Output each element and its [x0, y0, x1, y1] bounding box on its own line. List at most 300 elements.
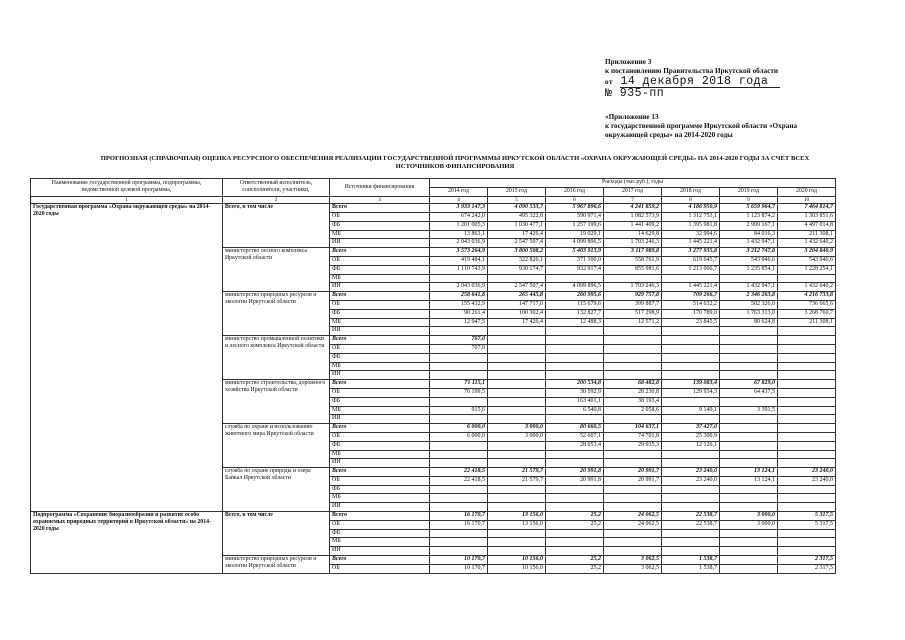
value-cell: 12 947,5: [430, 318, 488, 327]
value-cell: 4 099 896,5: [546, 239, 604, 248]
value-cell: 147 717,0: [488, 300, 546, 309]
value-cell: [720, 327, 778, 336]
table-row: [31, 204, 836, 213]
value-cell: [720, 274, 778, 283]
value-cell: 517 298,9: [604, 309, 662, 318]
value-cell: 3 062,5: [604, 564, 662, 573]
value-cell: [488, 371, 546, 380]
value-cell: [488, 274, 546, 283]
table-index-row: [31, 196, 836, 204]
value-cell: 104 637,1: [604, 424, 662, 433]
value-cell: 13 124,1: [720, 468, 778, 477]
value-cell: 13 156,0: [488, 512, 546, 521]
value-cell: 24 062,5: [604, 512, 662, 521]
value-cell: 1 432 947,1: [720, 283, 778, 292]
value-cell: [662, 274, 720, 283]
value-cell: 1 312 753,1: [662, 212, 720, 221]
value-cell: 29 935,3: [604, 441, 662, 450]
value-cell: 20 991,7: [604, 476, 662, 485]
index-cell: 3: [330, 196, 430, 204]
value-cell: [488, 450, 546, 459]
value-cell: 211 308,1: [778, 318, 836, 327]
value-cell: [720, 371, 778, 380]
value-cell: [430, 503, 488, 512]
value-cell: [662, 336, 720, 345]
program-appendix-line1: к государственной программе Иркутской области «Охрана: [605, 122, 798, 131]
value-cell: [720, 485, 778, 494]
value-cell: [430, 371, 488, 380]
value-cell: 90 261,4: [430, 309, 488, 318]
value-cell: 17 426,4: [488, 230, 546, 239]
value-cell: 265 445,8: [488, 292, 546, 301]
value-cell: 25,2: [546, 520, 604, 529]
document-title-line2: ИСТОЧНИКОВ ФИНАНСИРОВАНИЯ: [395, 163, 515, 171]
value-cell: 855 981,6: [604, 265, 662, 274]
value-cell: 4 186 950,9: [662, 204, 720, 213]
value-cell: 23 240,0: [662, 476, 720, 485]
value-cell: 495 322,8: [488, 212, 546, 221]
value-cell: 25 300,9: [662, 432, 720, 441]
value-cell: [662, 459, 720, 468]
value-cell: [778, 450, 836, 459]
source-cell: ФБ: [330, 309, 430, 318]
value-cell: [430, 538, 488, 547]
value-cell: [778, 362, 836, 371]
value-cell: [604, 547, 662, 556]
value-cell: 25,2: [546, 564, 604, 573]
value-cell: [430, 441, 488, 450]
value-cell: 132 827,7: [546, 309, 604, 318]
source-cell: МБ: [330, 494, 430, 503]
header-year: 2017 год: [604, 187, 662, 196]
value-cell: 2 317,5: [778, 564, 836, 573]
value-cell: 37 427,0: [662, 424, 720, 433]
source-cell: ИИ: [330, 239, 430, 248]
value-cell: 3 000,0: [720, 520, 778, 529]
value-cell: 21 579,7: [488, 476, 546, 485]
value-cell: 3 117 989,8: [604, 248, 662, 257]
value-cell: [720, 415, 778, 424]
value-cell: [430, 362, 488, 371]
source-cell: ОБ: [330, 476, 430, 485]
value-cell: [662, 344, 720, 353]
value-cell: 3 391,5: [720, 406, 778, 415]
value-cell: 4 090 533,7: [488, 204, 546, 213]
value-cell: [778, 397, 836, 406]
value-cell: [604, 371, 662, 380]
source-cell: ОБ: [330, 432, 430, 441]
executor-name-cell: министерство лесного комплекса Иркутской области: [223, 248, 330, 292]
executor-name-cell: министерство природных ресурсов и экологии Иркутской области: [223, 556, 330, 574]
source-cell: ИИ: [330, 547, 430, 556]
value-cell: 419 484,1: [430, 256, 488, 265]
source-cell: ИИ: [330, 415, 430, 424]
value-cell: [546, 459, 604, 468]
value-cell: 674 242,0: [430, 212, 488, 221]
source-cell: ИИ: [330, 371, 430, 380]
value-cell: [604, 353, 662, 362]
value-cell: [662, 371, 720, 380]
value-cell: [778, 459, 836, 468]
value-cell: [662, 494, 720, 503]
decree-number: № 935-пп: [605, 87, 665, 101]
value-cell: 3 933 147,3: [430, 204, 488, 213]
header-year: 2019 год: [720, 187, 778, 196]
table-row: [31, 512, 836, 521]
value-cell: [662, 503, 720, 512]
value-cell: [720, 503, 778, 512]
value-cell: 139 083,4: [662, 380, 720, 389]
value-cell: [778, 336, 836, 345]
value-cell: 67 829,0: [720, 380, 778, 389]
value-cell: 1 257 199,6: [546, 221, 604, 230]
value-cell: 84 016,3: [720, 230, 778, 239]
value-cell: [720, 494, 778, 503]
value-cell: [546, 494, 604, 503]
value-cell: [488, 529, 546, 538]
value-cell: 20 991,7: [604, 468, 662, 477]
value-cell: [546, 547, 604, 556]
value-cell: 22 538,7: [662, 520, 720, 529]
value-cell: 14 629,8: [604, 230, 662, 239]
value-cell: [546, 538, 604, 547]
value-cell: [546, 415, 604, 424]
header-program: Наименование государственной программы, подпрограммы, ведомственной целевой программы,: [31, 179, 223, 197]
document-title-line1: ПРОГНОЗНАЯ (СПРАВОЧНАЯ) ОЦЕНКА РЕСУРСНОГО ОБЕСПЕЧЕНИЯ РЕАЛИЗАЦИИ ГОСУДАРСТВЕННОЙ ПРОГРАММЫ ИРКУТСКОЙ ОБЛАСТИ «ОХРАНА ОКРУЖАЮЩЕЙ СРЕДЫ» НА 2014-2020 ГОДЫ ЗА СЧЕТ ВСЕХ: [100, 155, 810, 162]
decree-header: [605, 58, 895, 99]
value-cell: [488, 547, 546, 556]
header-year: 2014 год: [430, 187, 488, 196]
value-cell: [546, 503, 604, 512]
value-cell: 1 538,7: [662, 564, 720, 573]
value-cell: 19 029,1: [546, 230, 604, 239]
value-cell: [488, 406, 546, 415]
value-cell: [662, 450, 720, 459]
source-cell: МБ: [330, 362, 430, 371]
value-cell: 22 418,5: [430, 468, 488, 477]
value-cell: [430, 397, 488, 406]
executor-name-cell: Всего, в том числе: [223, 204, 330, 248]
value-cell: [778, 353, 836, 362]
value-cell: 3 062,5: [604, 556, 662, 565]
value-cell: [720, 529, 778, 538]
value-cell: [430, 485, 488, 494]
value-cell: [604, 485, 662, 494]
value-cell: [720, 441, 778, 450]
source-cell: ОБ: [330, 300, 430, 309]
date-prefix: от: [605, 78, 614, 87]
value-cell: [778, 529, 836, 538]
value-cell: 23 845,5: [662, 318, 720, 327]
value-cell: 932 917,4: [546, 265, 604, 274]
value-cell: [720, 459, 778, 468]
value-cell: 930 174,7: [488, 265, 546, 274]
value-cell: 1 763 313,0: [720, 309, 778, 318]
value-cell: 6 540,8: [546, 406, 604, 415]
value-cell: 1 235 854,1: [720, 265, 778, 274]
source-cell: ОБ: [330, 564, 430, 573]
value-cell: [662, 353, 720, 362]
value-cell: [778, 327, 836, 336]
value-cell: 736 665,6: [778, 300, 836, 309]
source-cell: Всего: [330, 424, 430, 433]
value-cell: 5 317,5: [778, 512, 836, 521]
value-cell: [720, 424, 778, 433]
value-cell: 709 266,7: [662, 292, 720, 301]
executor-name-cell: Всего, в том числе: [223, 512, 330, 556]
source-cell: Всего: [330, 468, 430, 477]
header-year: 2020 год: [778, 187, 836, 196]
value-cell: 12 126,1: [662, 441, 720, 450]
value-cell: 1 441 409,2: [604, 221, 662, 230]
value-cell: [604, 494, 662, 503]
value-cell: 1 213 066,7: [662, 265, 720, 274]
value-cell: [662, 547, 720, 556]
value-cell: 25,2: [546, 556, 604, 565]
value-cell: 5 967 896,6: [546, 204, 604, 213]
header-expenses: Расходы (тыс.руб.), годы: [430, 179, 836, 188]
value-cell: 28 230,8: [604, 388, 662, 397]
value-cell: 2 547 507,4: [488, 283, 546, 292]
value-cell: 7 464 814,7: [778, 204, 836, 213]
value-cell: [546, 371, 604, 380]
value-cell: 260 995,6: [546, 292, 604, 301]
value-cell: 80 660,5: [546, 424, 604, 433]
value-cell: 16 170,7: [430, 520, 488, 529]
value-cell: 5 317,5: [778, 520, 836, 529]
value-cell: 3 212 747,8: [720, 248, 778, 257]
value-cell: [778, 538, 836, 547]
value-cell: 200 534,8: [546, 380, 604, 389]
index-cell: 7: [604, 196, 662, 204]
source-cell: ОБ: [330, 388, 430, 397]
value-cell: 1 445 221,4: [662, 239, 720, 248]
value-cell: 22 418,5: [430, 476, 488, 485]
source-cell: МБ: [330, 538, 430, 547]
value-cell: [488, 344, 546, 353]
value-cell: 28 053,4: [546, 441, 604, 450]
value-cell: 163 401,1: [546, 397, 604, 406]
source-cell: ФБ: [330, 353, 430, 362]
value-cell: 24 062,5: [604, 520, 662, 529]
value-cell: 170 789,0: [662, 309, 720, 318]
source-cell: ФБ: [330, 397, 430, 406]
executor-name-cell: служба по охране и использованию животного мира Иркутской области: [223, 424, 330, 468]
source-cell: ОБ: [330, 256, 430, 265]
appendix-label: Приложение 3: [605, 58, 652, 66]
value-cell: [546, 344, 604, 353]
value-cell: [546, 450, 604, 459]
value-cell: [720, 450, 778, 459]
value-cell: [430, 547, 488, 556]
value-cell: 5 659 964,7: [720, 204, 778, 213]
value-cell: 502 326,0: [720, 300, 778, 309]
value-cell: [546, 327, 604, 336]
value-cell: [604, 503, 662, 512]
value-cell: 4 241 859,2: [604, 204, 662, 213]
value-cell: [488, 380, 546, 389]
value-cell: [778, 344, 836, 353]
value-cell: [604, 344, 662, 353]
value-cell: [546, 529, 604, 538]
value-cell: 558 761,9: [604, 256, 662, 265]
value-cell: [720, 353, 778, 362]
value-cell: [778, 432, 836, 441]
value-cell: [604, 529, 662, 538]
value-cell: [604, 459, 662, 468]
program-name-cell: Государственная программа «Охрана окружающей среды» на 2014-2020 годы: [31, 204, 223, 512]
value-cell: 514 632,2: [662, 300, 720, 309]
value-cell: [720, 362, 778, 371]
value-cell: 13 124,1: [720, 476, 778, 485]
value-cell: 590 971,4: [546, 212, 604, 221]
value-cell: [778, 503, 836, 512]
source-cell: МБ: [330, 318, 430, 327]
value-cell: [720, 538, 778, 547]
value-cell: 929 757,8: [604, 292, 662, 301]
value-cell: [430, 529, 488, 538]
value-cell: [720, 556, 778, 565]
value-cell: [546, 336, 604, 345]
value-cell: 211 308,1: [778, 230, 836, 239]
program-appendix-label: «Приложение 13: [605, 113, 659, 121]
value-cell: 70 199,5: [430, 388, 488, 397]
program-appendix-header: [605, 113, 865, 141]
value-cell: [488, 336, 546, 345]
value-cell: 13 156,0: [488, 520, 546, 529]
executor-name-cell: служба по охране природы и озера Байкал Иркутской области: [223, 468, 330, 512]
value-cell: 80 624,8: [720, 318, 778, 327]
source-cell: МБ: [330, 450, 430, 459]
source-cell: ОБ: [330, 212, 430, 221]
value-cell: 1 123 874,2: [720, 212, 778, 221]
value-cell: 23 240,0: [778, 476, 836, 485]
value-cell: 1 082 573,9: [604, 212, 662, 221]
value-cell: [604, 362, 662, 371]
executor-name-cell: министерство промышленной политики и лесного комплекса Иркутской области: [223, 336, 330, 380]
value-cell: [604, 538, 662, 547]
value-cell: [546, 274, 604, 283]
value-cell: 32 994,6: [662, 230, 720, 239]
value-cell: [488, 353, 546, 362]
value-cell: [488, 538, 546, 547]
value-cell: 399 887,7: [604, 300, 662, 309]
value-cell: 3 000,0: [488, 432, 546, 441]
value-cell: 1 703 246,3: [604, 239, 662, 248]
source-cell: МБ: [330, 230, 430, 239]
value-cell: [430, 274, 488, 283]
source-cell: ФБ: [330, 221, 430, 230]
value-cell: 129 934,3: [662, 388, 720, 397]
index-cell: 8: [662, 196, 720, 204]
value-cell: 25,2: [546, 512, 604, 521]
value-cell: 2 043 036,9: [430, 283, 488, 292]
value-cell: 619 645,7: [662, 256, 720, 265]
table-body: [31, 204, 836, 573]
value-cell: [778, 494, 836, 503]
source-cell: ИИ: [330, 459, 430, 468]
source-cell: ОБ: [330, 520, 430, 529]
source-cell: ФБ: [330, 441, 430, 450]
value-cell: [662, 485, 720, 494]
source-cell: ФБ: [330, 265, 430, 274]
value-cell: 3 268 760,7: [778, 309, 836, 318]
value-cell: [662, 415, 720, 424]
value-cell: [488, 459, 546, 468]
value-cell: [778, 380, 836, 389]
value-cell: 16 170,7: [430, 512, 488, 521]
value-cell: [778, 485, 836, 494]
value-cell: 52 607,1: [546, 432, 604, 441]
value-cell: 1 432 947,1: [720, 239, 778, 248]
value-cell: 2 999 167,1: [720, 221, 778, 230]
value-cell: 38 193,4: [604, 397, 662, 406]
value-cell: 10 170,7: [430, 564, 488, 573]
value-cell: 258 641,8: [430, 292, 488, 301]
value-cell: 2 043 036,9: [430, 239, 488, 248]
value-cell: 1 395 981,8: [662, 221, 720, 230]
value-cell: [720, 547, 778, 556]
value-cell: [430, 327, 488, 336]
value-cell: [662, 538, 720, 547]
source-cell: МБ: [330, 274, 430, 283]
value-cell: [488, 485, 546, 494]
decree-line: к постановлению Правительства Иркутской области: [605, 67, 779, 76]
index-cell: 9: [720, 196, 778, 204]
value-cell: 100 302,4: [488, 309, 546, 318]
value-cell: 4 099 896,5: [546, 283, 604, 292]
index-cell: 1: [31, 196, 223, 204]
value-cell: 915,6: [430, 406, 488, 415]
value-cell: [604, 327, 662, 336]
value-cell: [488, 494, 546, 503]
value-cell: [720, 344, 778, 353]
value-cell: [604, 336, 662, 345]
source-cell: ИИ: [330, 327, 430, 336]
value-cell: [778, 415, 836, 424]
value-cell: [546, 485, 604, 494]
value-cell: [662, 362, 720, 371]
header-source: Источники финансирования: [330, 179, 430, 197]
value-cell: [778, 371, 836, 380]
source-cell: Всего: [330, 336, 430, 345]
value-cell: 1 432 640,2: [778, 239, 836, 248]
value-cell: 17 426,4: [488, 318, 546, 327]
index-cell: 5: [488, 196, 546, 204]
source-cell: Всего: [330, 204, 430, 213]
value-cell: [778, 547, 836, 556]
header-year: 2016 год: [546, 187, 604, 196]
value-cell: 20 991,8: [546, 476, 604, 485]
value-cell: 4 497 014,8: [778, 221, 836, 230]
value-cell: [604, 415, 662, 424]
value-cell: [662, 327, 720, 336]
value-cell: 22 538,7: [662, 512, 720, 521]
value-cell: [430, 494, 488, 503]
value-cell: 23 240,0: [662, 468, 720, 477]
value-cell: [488, 415, 546, 424]
value-cell: 10 156,0: [488, 556, 546, 565]
value-cell: 21 579,7: [488, 468, 546, 477]
value-cell: [430, 459, 488, 468]
value-cell: 3 204 840,9: [778, 248, 836, 257]
value-cell: [488, 397, 546, 406]
value-cell: [720, 432, 778, 441]
value-cell: [720, 336, 778, 345]
value-cell: 9 149,1: [662, 406, 720, 415]
value-cell: 707,0: [430, 336, 488, 345]
value-cell: [778, 441, 836, 450]
